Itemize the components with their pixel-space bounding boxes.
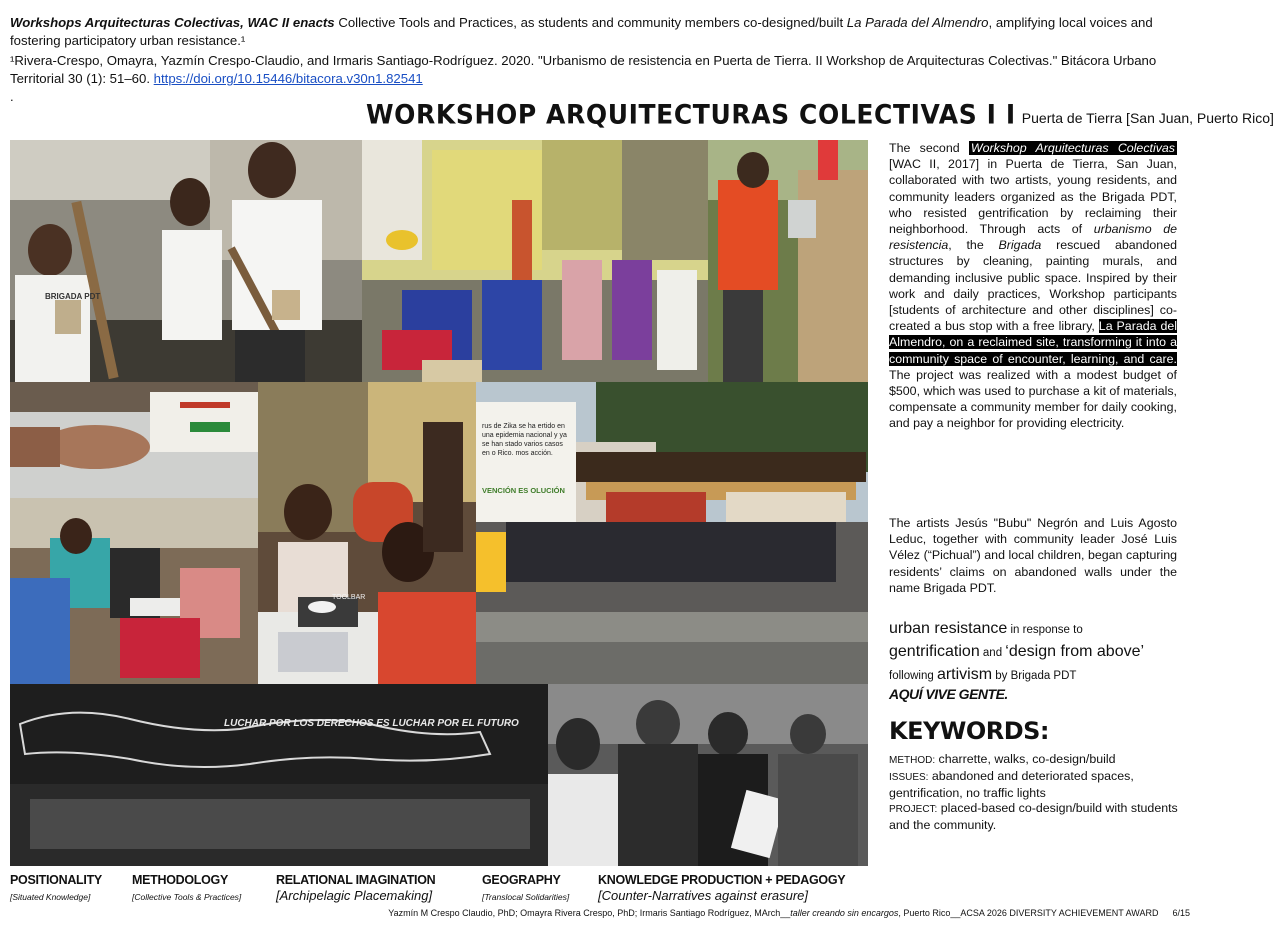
page-title: WORKSHOP ARQUITECTURAS COLECTIVAS I I (366, 99, 1016, 130)
photo-students-meeting (10, 498, 258, 684)
zika-sign-head: VENCIÓN ES OLUCIÓN (482, 486, 565, 495)
photo-brigada-kids (10, 140, 362, 382)
tag-methodology-sub: [Collective Tools & Practices] (132, 892, 242, 902)
photo-bus-stop-group (476, 382, 868, 684)
tag-relational-title: RELATIONAL IMAGINATION (276, 873, 436, 887)
citation (10, 52, 1195, 88)
body-highlight-parada: La Parada del Almendro, on a reclaimed site, transforming it into a community space of encounter, learning, and care. (889, 319, 1177, 366)
footer-studio: taller creando sin encargos (790, 908, 899, 918)
resist-s4: by Brigada PDT (992, 670, 1077, 682)
tag-relational-sub: [Archipelagic Placemaking] (276, 888, 433, 903)
resist-s3: following (889, 670, 937, 682)
intro-paragraph (10, 14, 1190, 50)
body-italic-brigada: Brigada (998, 238, 1042, 253)
tag-geography-sub: [Translocal Solidarities] (482, 892, 570, 902)
resistance-statement (889, 618, 1189, 687)
keyword-project-label: PROJECT: (889, 804, 938, 816)
page-number: 6/15 (1172, 908, 1190, 918)
photo-group-papers (548, 684, 868, 866)
mural-text: LUCHAR POR LOS DERECHOS ES LUCHAR POR EL FUTURO (224, 718, 519, 729)
body-text-d: rescued abandoned structures by cleaning, painting murals, and demanding inclusive public space. Inspired by their work and daily practices, Workshop participants [students of architecture and other disciplines] co-created a bus stop with a free library, (889, 238, 1177, 334)
intro-lead: Workshops Arquitecturas Colectivas, WAC II enacts (10, 15, 335, 30)
intro-mid: Collective Tools and Practices, as students and community members co-designed/built (334, 15, 847, 30)
citation-text: ¹Rivera-Crespo, Omayra, Yazmín Crespo-Claudio, and Irmaris Santiago-Rodríguez. 2020. "Urbanismo de resistencia en Puerta de Tierra. II Workshop de Arquitecturas Colectivas." Bitácora Urbano Territorial 30 (1): 51–60. (10, 53, 1157, 86)
tag-methodology-title: METHODOLOGY (132, 873, 229, 887)
citation-dot: . (10, 89, 14, 104)
keywords-title: KEYWORDS: (889, 717, 1050, 745)
body-italic-urbanismo: urbanismo de resistencia (889, 222, 1177, 253)
tag-positionality (10, 873, 102, 905)
tag-knowledge-title: KNOWLEDGE PRODUCTION + PEDAGOGY (598, 873, 846, 887)
keywords-list (889, 752, 1189, 834)
resist-design: ‘design from above’ (1005, 643, 1145, 660)
tag-knowledge-production (598, 873, 845, 905)
footer (0, 908, 1190, 918)
body-text-c: , the (948, 238, 999, 253)
tag-methodology (132, 873, 241, 905)
keyword-issues (889, 769, 1189, 802)
keyword-project-value: placed-based co-design/build with students and the community. (889, 801, 1178, 833)
keyword-project (889, 801, 1189, 834)
keyword-method-value: charrette, walks, co-design/build (935, 752, 1116, 766)
intro-project: La Parada del Almendro (846, 15, 989, 30)
keyword-issues-label: ISSUES: (889, 771, 929, 783)
tag-relational-imagination (276, 873, 435, 905)
photo-hand-drawing (10, 382, 258, 498)
resist-artivism: artivism (936, 666, 993, 683)
photo-boy-painting (708, 140, 868, 382)
body-paragraph (889, 140, 1177, 432)
resist-gentrification: gentrification (889, 643, 980, 660)
doi-link[interactable]: https://doi.org/10.15446/bitacora.v30n1.82541 (153, 71, 423, 86)
zika-sign: rus de Zika se ha ertido en una epidemia nacional y ya se han stado varios casos en o Rico. mos acción. (482, 423, 567, 457)
resist-s1: in response to (1007, 624, 1083, 636)
photo-courtyard-meeting (362, 140, 708, 382)
footer-authors: Yazmín M Crespo Claudio, PhD; Omayra Rivera Crespo, PhD; Irmaris Santiago Rodríguez, MArch__ (388, 908, 791, 918)
intro-end: , amplifying local voices and fostering participatory urban resistance.¹ (10, 15, 1153, 48)
shirt-label: BRIGADA PDT (45, 292, 101, 301)
body-highlight-wac: Workshop Arquitecturas Colectivas (970, 141, 1175, 155)
tag-positionality-sub: [Situated Knowledge] (10, 892, 91, 902)
title-row (366, 99, 1274, 134)
title-location: Puerta de Tierra [San Juan, Puerto Rico] (1021, 110, 1274, 126)
keyword-method (889, 752, 1189, 769)
slogan: AQUÍ VIVE GENTE. (889, 686, 1008, 702)
photo-mural (10, 684, 548, 866)
toolbar-label: TOOLBAR (332, 594, 366, 601)
keyword-method-label: METHOD: (889, 755, 936, 766)
artists-paragraph: The artists Jesús "Bubu" Negrón and Luis Agosto Leduc, together with community leader José Luis Vélez (“Pichual”) and local children, began capturing residents’ claims on abandoned walls under the name Brigada PDT. (889, 516, 1177, 595)
body-text-e: The project was realized with a modest budget of $500, which was used to purchase a kit of materials, compensate a community member for daily cooking, and pay a neighbor for providing electricity. (889, 367, 1177, 431)
footer-award: , Puerto Rico__ACSA 2026 DIVERSITY ACHIEVEMENT AWARD (898, 908, 1159, 918)
keyword-issues-value: abandoned and deteriorated spaces, gentrification, no traffic lights (889, 768, 1134, 800)
tag-geography (482, 873, 569, 905)
tag-knowledge-sub: [Counter-Narratives against erasure] (598, 888, 809, 903)
tag-geography-title: GEOGRAPHY (482, 873, 561, 887)
resist-urban: urban resistance (889, 620, 1008, 637)
photo-women-laptop (258, 382, 476, 684)
body-text-a: The second (889, 141, 969, 155)
body-text-b: [WAC II, 2017] in Puerta de Tierra, San Juan, collaborated with two artists, young residents, and community leaders organized as the Brigada PDT, who resisted gentrification by reclaiming their neighborhood. Through acts of (889, 157, 1177, 237)
resist-s2: and (979, 647, 1006, 659)
tag-positionality-title: POSITIONALITY (10, 873, 102, 887)
